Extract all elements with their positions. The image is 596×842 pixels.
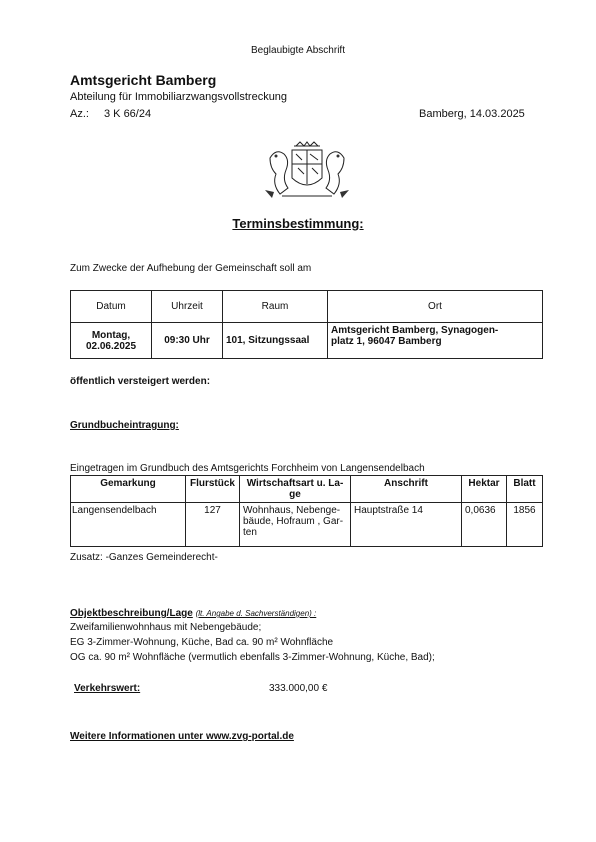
header-wirtschaftsart-line1: Wirtschaftsart u. La- <box>246 478 344 489</box>
cell-wirtschaftsart-line2: bäude, Hofraum , Gar- <box>243 516 344 527</box>
case-number-label: Az.: <box>70 108 89 120</box>
certified-copy-note: Beglaubigte Abschrift <box>251 45 345 56</box>
header-raum: Raum <box>223 291 328 323</box>
place-date: Bamberg, 14.03.2025 <box>419 108 525 120</box>
cell-anschrift: Hauptstraße 14 <box>351 503 462 547</box>
cell-wirtschaftsart-line1: Wohnhaus, Nebenge- <box>243 505 341 516</box>
appointment-date <box>71 323 152 359</box>
appointment-place-line2: platz 1, 96047 Bamberg <box>331 336 442 347</box>
zusatz-note: Zusatz: -Ganzes Gemeinderecht- <box>70 552 218 563</box>
header-datum: Datum <box>71 291 152 323</box>
grundbuch-intro: Eingetragen im Grundbuch des Amtsgerichts Forchheim von Langensendelbach <box>70 463 425 474</box>
cell-wirtschaftsart <box>240 503 351 547</box>
appointment-table <box>70 290 543 359</box>
auction-statement: öffentlich versteigert werden: <box>70 376 211 387</box>
verkehrswert-label: Verkehrswert: <box>74 683 141 694</box>
cell-gemarkung: Langensendelbach <box>71 503 186 547</box>
land-register-table <box>70 475 543 547</box>
header-ort: Ort <box>328 291 543 323</box>
coat-of-arms-emblem <box>262 140 352 200</box>
appointment-date-value: 02.06.2025 <box>85 340 137 352</box>
header-anschrift: Anschrift <box>351 476 462 503</box>
header-uhrzeit: Uhrzeit <box>152 291 223 323</box>
objekt-heading: Objektbeschreibung/Lage <box>70 608 193 619</box>
cell-flurstueck: 127 <box>186 503 240 547</box>
header-wirtschaftsart-line2: ge <box>289 489 301 500</box>
objekt-line-2: EG 3-Zimmer-Wohnung, Küche, Bad ca. 90 m² Wohnfläche <box>70 637 334 648</box>
grundbuch-heading: Grundbucheintragung: <box>70 420 179 431</box>
objekt-line-1: Zweifamilienwohnhaus mit Nebengebäude; <box>70 622 262 633</box>
court-department: Abteilung für Immobiliarzwangsvollstreckung <box>70 91 288 103</box>
cell-hektar: 0,0636 <box>462 503 507 547</box>
header-flurstueck: Flurstück <box>186 476 240 503</box>
appointment-time: 09:30 Uhr <box>152 323 223 359</box>
court-name: Amtsgericht Bamberg <box>70 72 217 88</box>
cell-wirtschaftsart-line3: ten <box>243 527 257 538</box>
appointment-room: 101, Sitzungssaal <box>223 323 328 359</box>
objekt-line-3: OG ca. 90 m² Wohnfläche (vermutlich ebenfalls 3-Zimmer-Wohnung, Küche, Bad); <box>70 652 435 663</box>
more-info-link[interactable]: Weitere Informationen unter www.zvg-portal.de <box>70 731 294 742</box>
intro-text: Zum Zwecke der Aufhebung der Gemeinschaft soll am <box>70 263 312 274</box>
objekt-heading-note: (lt. Angabe d. Sachverständigen) : <box>195 609 317 618</box>
cell-blatt: 1856 <box>507 503 543 547</box>
page-title: Terminsbestimmung: <box>232 216 364 231</box>
appointment-place-line1: Amtsgericht Bamberg, Synagogen- <box>331 325 499 336</box>
appointment-place <box>328 323 543 359</box>
verkehrswert-value: 333.000,00 € <box>269 683 328 694</box>
appointment-weekday: Montag, <box>91 329 131 341</box>
header-hektar: Hektar <box>462 476 507 503</box>
header-wirtschaftsart <box>240 476 351 503</box>
header-gemarkung: Gemarkung <box>71 476 186 503</box>
header-blatt: Blatt <box>507 476 543 503</box>
case-number: 3 K 66/24 <box>104 108 152 120</box>
objekt-heading-line <box>70 608 316 619</box>
